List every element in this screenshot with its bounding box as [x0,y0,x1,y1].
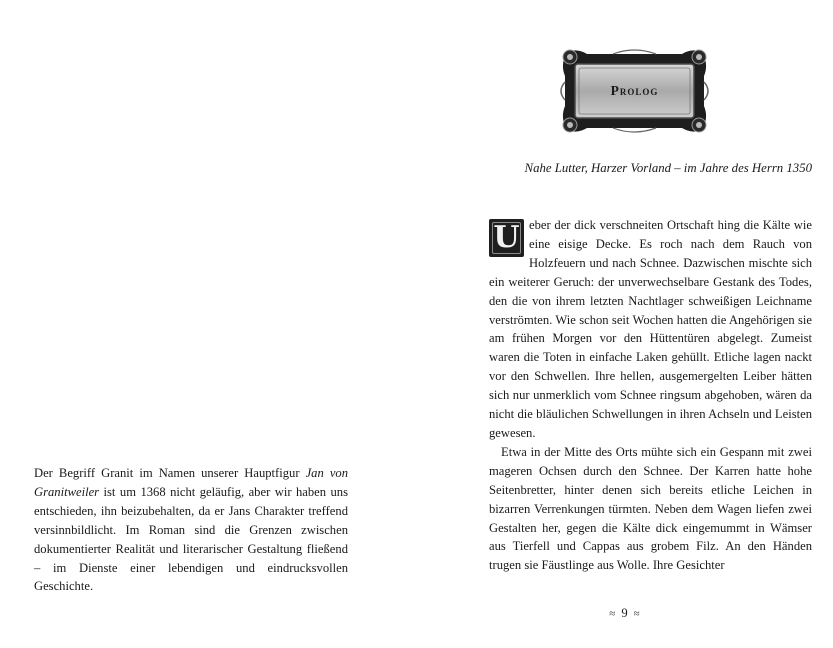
left-page [0,0,416,648]
paragraph-1-text: eber der dick verschneiten Ortschaft hing die Kälte wie eine eisige Decke. Es roch nach dem Rauch von Holzfeuern und nach Schnee. Dazwischen mischte sich ein weiterer Geruch: der unverwechselbare Gestank des Todes, den die von ihrem letzten Nachtlager schweißigen Leichname verströmten. Wie schon seit Wochen hatten die Angehörigen sie am frühen Morgen vor den Hüttentüren abgelegt. Zumeist waren die Toten in einfache Laken gehüllt. Etliche lagen nackt vor den Schwellen. Ihre hellen, ausgemergelten Leiber hätten sich nur unmerklich vom Schnee ringsum abgehoben, wären da nicht die bläulichen Schwellungen in ihren Achseln und Leisten gewesen. [489,218,812,440]
folio-ornament-right-icon: ≈ [633,607,640,620]
note-text-part2: ist um 1368 nicht geläufig, aber wir haben uns entschieden, ihn beizubehalten, da er Jans Charakter treffend versinnbildlicht. Im Roman sind die Grenzen zwischen dokumentierter Realität und literarischer Gestaltung fließend – im Dienste einer lebendigen und eindrucksvollen Geschichte. [34,484,348,594]
page-number: 9 [621,606,628,620]
chapter-title-frame [553,42,716,140]
chapter-body [489,216,812,575]
page-footer [416,606,833,621]
note-text-part1: Der Begriff Granit im Namen unserer Hauptfigur [34,466,306,480]
author-note [34,464,348,596]
author-note-text [34,464,348,596]
folio-ornament-left-icon: ≈ [609,607,616,620]
chapter-title: Prolog [610,83,659,98]
note-protagonist-name: Jan von Granitweiler [34,466,349,499]
paragraph-1 [489,216,812,443]
right-page [416,0,833,648]
chapter-subtitle: Nahe Lutter, Harzer Vorland – im Jahre des Herrn 1350 [524,161,812,175]
dropcap: U [489,219,524,257]
paragraph-2: Etwa in der Mitte des Orts mühte sich ein Gespann mit zwei mageren Ochsen durch den Schnee. Der Karren hatte hohe Seitenbretter, hinter denen sich bereits etliche Leichen in bizarren Verrenkungen türmten. Neben dem Wagen liefen zwei Gestalten her, gegen die Kälte dick eingemummt in Wämser aus Tierfell und Cappas aus grobem Filz. An den Händen trugen sie Fäustlinge aus Wolle. Ihre Gesichter [489,444,812,573]
